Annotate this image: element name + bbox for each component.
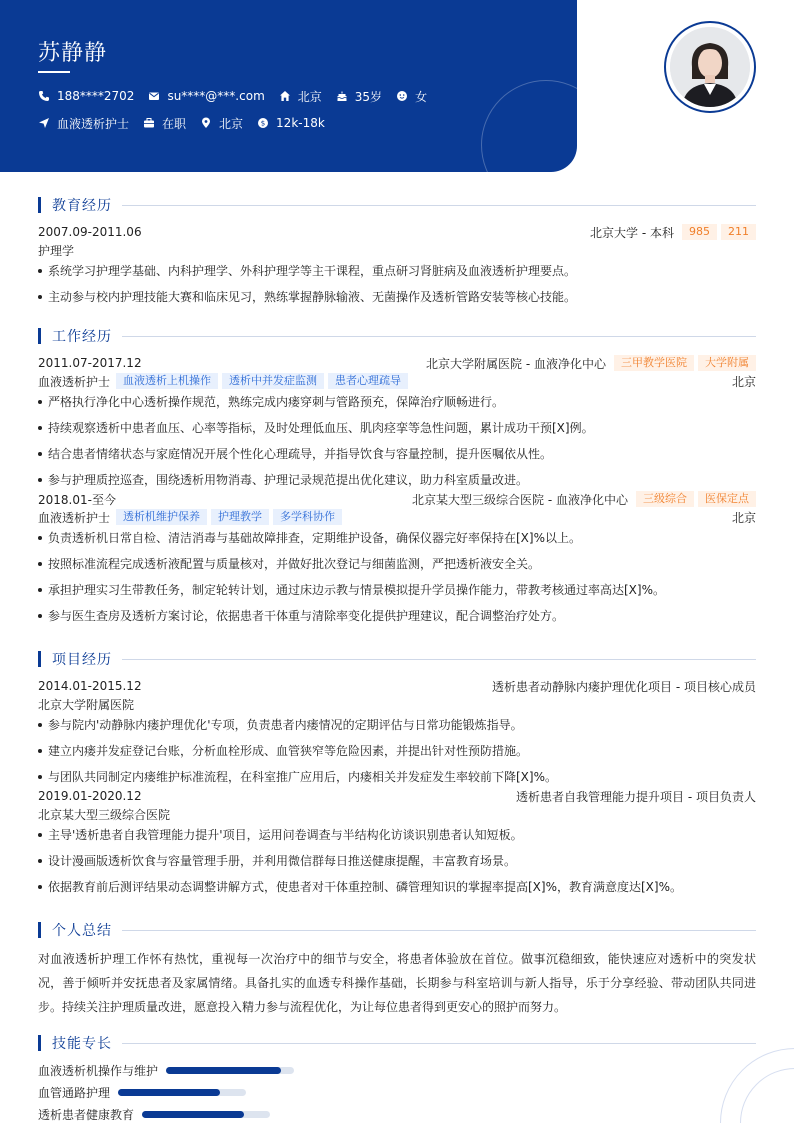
section-divider: [122, 205, 756, 206]
list-item: 参与医生查房及透析方案讨论，依据患者干体重与清除率变化提供护理建议，配合调整治疗处方。: [38, 607, 756, 633]
skill-tag: 多学科协作: [273, 509, 342, 525]
entry-period: 2007.09-2011.06: [38, 225, 142, 239]
list-item: 设计漫画版透析饮食与容量管理手册，并利用微信群每日推送健康提醒，丰富教育场景。: [38, 852, 756, 878]
skill-bar: [166, 1067, 294, 1074]
phone-text: 188****2702: [57, 89, 135, 103]
list-item: 参与护理质控巡查，围绕透析用物消毒、护理记录规范提出优化建议，助力科室质量改进。: [38, 471, 756, 497]
project-entry: [38, 677, 756, 794]
work-entry: [38, 354, 756, 497]
project-org: 北京大学附属医院: [38, 697, 135, 712]
work-section: [38, 327, 756, 633]
school-name: 北京大学 - 本科: [590, 225, 674, 240]
skill-bar: [142, 1111, 270, 1118]
salary-text: 12k-18k: [276, 116, 325, 130]
org-name: 北京大学附属医院 - 血液净化中心: [426, 356, 606, 371]
role-name: 血液透析护士: [38, 374, 111, 389]
projects-section: [38, 650, 756, 904]
status-text: 在职: [162, 116, 187, 131]
home-icon: [279, 90, 291, 102]
skill-tag: 透析机维护保养: [116, 509, 207, 525]
tag-badge: 985: [682, 224, 717, 240]
list-item: 依据教育前后测评结果动态调整讲解方式，使患者对干体重控制、磷管理知识的掌握率提高[X]%，教育满意度达[X]%。: [38, 878, 756, 904]
entry-header: [38, 677, 756, 695]
skill-tag: 护理教学: [211, 509, 269, 525]
section-header: [38, 196, 756, 214]
section-title: 个人总结: [52, 923, 112, 939]
section-header: [38, 921, 756, 939]
list-item: 持续观察透析中患者血压、心率等指标，及时处理低血压、肌肉痉挛等急性问题，累计成功干预[X]例。: [38, 419, 756, 445]
name-underline: [38, 71, 70, 73]
role-name: 血液透析护士: [38, 510, 111, 525]
skill-tag: 患者心理疏导: [328, 373, 408, 389]
skill-name: 透析患者健康教育: [38, 1107, 135, 1122]
skill-list: [38, 1059, 756, 1123]
skill-bar-fill: [118, 1089, 220, 1096]
info-phone: [38, 88, 134, 104]
avatar: [670, 27, 750, 107]
list-item: 主导'透析患者自我管理能力提升'项目，运用问卷调查与半结构化访谈识别患者认知短板。: [38, 826, 756, 852]
entry-subheader: [38, 372, 756, 390]
entry-header: [38, 354, 756, 372]
project-entry: [38, 787, 756, 904]
city-name: 北京: [731, 374, 756, 389]
section-header: [38, 1034, 756, 1052]
avatar-portrait: [670, 27, 750, 107]
home-text: 北京: [297, 89, 322, 104]
summary-section: [38, 921, 756, 1019]
list-item: 参与院内'动静脉内瘘护理优化'专项，负责患者内瘘情况的定期评估与日常功能锻炼指导。: [38, 716, 756, 742]
bullet-list: [38, 529, 756, 633]
salary-icon: [257, 117, 269, 129]
section-divider: [122, 336, 756, 337]
entry-period: 2014.01-2015.12: [38, 679, 142, 693]
location-text: 北京: [219, 116, 244, 131]
skill-item: [38, 1103, 399, 1123]
cake-icon: [336, 90, 348, 102]
candidate-name: 苏静静: [38, 41, 108, 66]
position-text: 血液透析护士: [57, 116, 130, 131]
work-entry: [38, 490, 756, 633]
info-status: [143, 115, 186, 131]
skill-item: [38, 1081, 399, 1103]
tag-badge: 医保定点: [698, 491, 756, 507]
decorative-ring: [481, 80, 577, 172]
section-title: 技能专长: [52, 1036, 112, 1052]
major-name: 护理学: [38, 243, 75, 258]
location-icon: [200, 117, 212, 129]
section-marker: [38, 328, 41, 344]
contact-row: [38, 88, 441, 104]
info-location: [200, 115, 243, 131]
skill-bar-fill: [166, 1067, 281, 1074]
entry-period: 2018.01-至今: [38, 492, 116, 507]
info-gender: [396, 88, 427, 104]
entry-period: 2011.07-2017.12: [38, 356, 142, 370]
gender-text: 女: [415, 89, 428, 104]
skill-item: [38, 1059, 399, 1081]
list-item: 承担护理实习生带教任务，制定轮转计划，通过床边示教与情景模拟提升学员操作能力，带教考核通过率高达[X]%。: [38, 581, 756, 607]
section-marker: [38, 922, 41, 938]
phone-icon: [38, 90, 50, 102]
email-text: su****@***.com: [167, 89, 265, 103]
section-marker: [38, 1035, 41, 1051]
svg-text:$: $: [260, 119, 266, 128]
list-item: 系统学习护理学基础、内科护理学、外科护理学等主干课程，重点研习肾脏病及血液透析护理要点。: [38, 262, 756, 288]
skill-tag: 透析中并发症监测: [222, 373, 324, 389]
section-title: 教育经历: [52, 198, 112, 214]
list-item: 负责透析机日常自检、清洁消毒与基础故障排查，定期维护设备，确保仪器完好率保持在[X]%以上。: [38, 529, 756, 555]
entry-subheader: [38, 508, 756, 526]
send-icon: [38, 117, 50, 129]
job-intent-row: [38, 115, 339, 131]
list-item: 结合患者情绪状态与家庭情况开展个性化心理疏导，并指导饮食与容量控制，提升医嘱依从性。: [38, 445, 756, 471]
bullet-list: [38, 393, 756, 497]
info-home: [279, 88, 322, 104]
project-name: 透析患者自我管理能力提升项目 - 项目负责人: [516, 789, 756, 804]
section-marker: [38, 651, 41, 667]
mail-icon: [148, 90, 160, 102]
profile-photo-frame: [664, 21, 756, 113]
info-email: [148, 88, 264, 104]
skill-tag: 血液透析上机操作: [116, 373, 218, 389]
entry-subheader: [38, 241, 756, 259]
skill-name: 血管通路护理: [38, 1085, 111, 1100]
project-org: 北京某大型三级综合医院: [38, 807, 171, 822]
entry-period: 2019.01-2020.12: [38, 789, 142, 803]
bullet-list: [38, 826, 756, 904]
bullet-list: [38, 716, 756, 794]
skills-section: [38, 1034, 756, 1123]
tag-badge: 三甲教学医院: [614, 355, 694, 371]
tag-badge: 三级综合: [636, 491, 694, 507]
info-position: [38, 115, 129, 131]
info-salary: [257, 115, 325, 131]
section-divider: [122, 659, 756, 660]
skill-name: 血液透析机操作与维护: [38, 1063, 159, 1078]
section-header: [38, 650, 756, 668]
section-header: [38, 327, 756, 345]
gender-icon: [396, 90, 408, 102]
briefcase-icon: [143, 117, 155, 129]
skill-bar-fill: [142, 1111, 244, 1118]
skill-bar: [118, 1089, 246, 1096]
education-entry: [38, 223, 756, 314]
entry-subheader: [38, 805, 756, 823]
education-section: [38, 196, 756, 314]
section-divider: [122, 1043, 756, 1044]
list-item: 按照标准流程完成透析液配置与质量核对，并做好批次登记与细菌监测，严把透析液安全关。: [38, 555, 756, 581]
section-divider: [122, 930, 756, 931]
bullet-list: [38, 262, 756, 314]
tag-badge: 大学附属: [698, 355, 756, 371]
section-title: 项目经历: [52, 652, 112, 668]
city-name: 北京: [731, 510, 756, 525]
list-item: 建立内瘘并发症登记台账，分析血栓形成、血管狭窄等危险因素，并提出针对性预防措施。: [38, 742, 756, 768]
summary-text: 对血液透析护理工作怀有热忱，重视每一次治疗中的细节与安全，将患者体验放在首位。做事沉稳细致，能快速应对透析中的突发状况，善于倾听并安抚患者及家属情绪。具备扎实的血透专科操作基础，长期参与科室培训与新人指导，乐于分享经验、带动团队共同进步。持续关注护理质量改进，愿意投入精力参与流程优化，为让每位患者得到更安心的照护而努力。: [38, 952, 756, 1014]
list-item: 与团队共同制定内瘘维护标准流程，在科室推广应用后，内瘘相关并发症发生率较前下降[X]%。: [38, 768, 756, 794]
info-age: [336, 88, 382, 104]
section-marker: [38, 197, 41, 213]
entry-header: [38, 223, 756, 241]
list-item: 主动参与校内护理技能大赛和临床见习，熟练掌握静脉输液、无菌操作及透析管路安装等核心技能。: [38, 288, 756, 314]
age-text: 35岁: [354, 89, 383, 104]
list-item: 严格执行净化中心透析操作规范，熟练完成内瘘穿刺与管路预充，保障治疗顺畅进行。: [38, 393, 756, 419]
org-name: 北京某大型三级综合医院 - 血液净化中心: [412, 492, 628, 507]
entry-subheader: [38, 695, 756, 713]
header-banner: [0, 0, 577, 172]
section-title: 工作经历: [52, 329, 112, 345]
tag-badge: 211: [721, 224, 756, 240]
project-name: 透析患者动静脉内瘘护理优化项目 - 项目核心成员: [492, 679, 756, 694]
